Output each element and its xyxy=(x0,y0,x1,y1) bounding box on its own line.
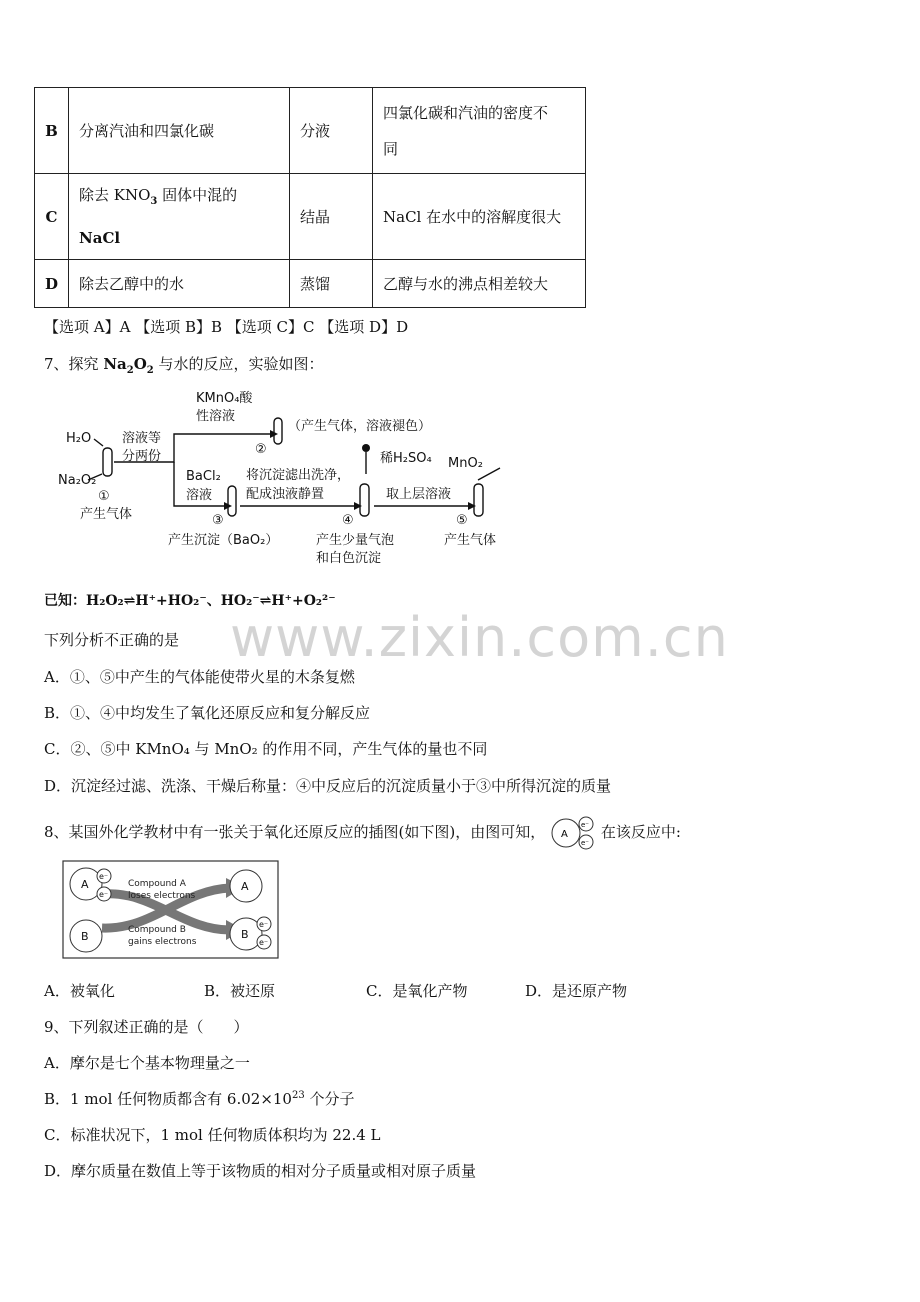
q8-stem-text: 在该反应中: xyxy=(600,823,681,841)
filter-label: 配成浊液静置 xyxy=(246,487,325,502)
q9-stem: 9、下列叙述正确的是（ ） xyxy=(44,1018,249,1036)
formula: Na xyxy=(103,355,127,373)
split-label: 分两份 xyxy=(122,449,162,464)
a-label: A xyxy=(561,829,568,840)
watermark: www.zixin.com.cn xyxy=(230,606,729,669)
reason-cell: 乙醇与水的沸点相差较大 xyxy=(373,260,586,308)
tube4-result: 产生少量气泡 xyxy=(316,533,395,548)
a-with-electrons-icon xyxy=(550,816,596,850)
subscript: 2 xyxy=(126,365,134,376)
bacl2-label: 溶液 xyxy=(186,488,213,503)
reason-cell xyxy=(373,88,586,174)
reason-line: 四氯化碳和汽油的密度不 xyxy=(383,103,549,122)
op-text: 除去 KNO xyxy=(79,186,151,204)
reason-line: 同 xyxy=(383,139,399,158)
subscript: 3 xyxy=(150,196,158,207)
q8-stem-text: 8、某国外化学教材中有一张关于氧化还原反应的插图(如下图)，由图可知， xyxy=(44,823,546,841)
q8-option-b: B．被还原 xyxy=(204,982,276,1000)
caption-a: Compound A xyxy=(128,879,186,889)
row-label: B xyxy=(35,88,69,174)
test-tube-5 xyxy=(474,484,483,516)
test-tube-3 xyxy=(228,486,236,516)
bacl2-label: BaCl₂ xyxy=(186,469,221,484)
number-4: ④ xyxy=(342,513,354,528)
kmno4-label: KMnO₄酸 xyxy=(196,391,253,406)
q8-stem xyxy=(44,816,681,850)
q9-option-a: A．摩尔是七个基本物理量之一 xyxy=(44,1054,250,1072)
q9-option-b-text: B．1 mol 任何物质都含有 6.02×10 xyxy=(44,1090,292,1108)
q9-option-b xyxy=(44,1088,355,1109)
op-text: NaCl xyxy=(79,229,121,247)
q7-option-b: B．①、④中均发生了氧化还原反应和复分解反应 xyxy=(44,704,371,722)
caption-b: gains electrons xyxy=(128,937,197,947)
split-label: 溶液等 xyxy=(122,431,162,446)
table-row xyxy=(35,88,586,174)
q7-stem xyxy=(44,353,324,376)
test-tube-1 xyxy=(103,448,112,476)
operation-cell: 分离汽油和四氯化碳 xyxy=(69,88,290,174)
q9-option-b-text: 个分子 xyxy=(304,1090,355,1108)
q8-option-a: A．被氧化 xyxy=(44,982,115,1000)
formula: O xyxy=(133,355,147,373)
method-cell: 结晶 xyxy=(290,174,373,260)
q6-options: 【选项 A】A 【选项 B】B 【选项 C】C 【选项 D】D xyxy=(44,318,409,336)
op-text: 固体中混的 xyxy=(157,186,238,204)
number-2: ② xyxy=(255,442,267,457)
electron-label: e⁻ xyxy=(259,920,269,929)
row-label: C xyxy=(35,174,69,260)
q7-stem-text: 与水的反应，实验如图： xyxy=(153,355,324,373)
superscript: 23 xyxy=(291,1090,305,1101)
tube5-result: 产生气体 xyxy=(444,533,497,548)
q7-ask: 下列分析不正确的是 xyxy=(44,631,180,649)
b-label: B xyxy=(241,928,249,941)
redox-figure xyxy=(62,860,280,960)
operation-cell xyxy=(69,174,290,260)
reason-cell: NaCl 在水中的溶解度很大 xyxy=(373,174,586,260)
tube4-result: 和白色沉淀 xyxy=(316,551,382,566)
test-tube-4 xyxy=(360,484,369,516)
options-table xyxy=(34,87,586,308)
a-label: A xyxy=(241,880,249,893)
operation-cell: 除去乙醇中的水 xyxy=(69,260,290,308)
tube1-result: 产生气体 xyxy=(80,507,133,522)
a-label: A xyxy=(81,878,89,891)
table-row xyxy=(35,174,586,260)
method-cell: 分液 xyxy=(290,88,373,174)
kmno4-label: 性溶液 xyxy=(196,409,236,424)
filter-label: 将沉淀滤出洗净， xyxy=(246,468,351,483)
mno2-label: MnO₂ xyxy=(448,456,483,471)
arrow-h2o xyxy=(94,439,103,446)
arrowhead xyxy=(354,502,362,510)
table-row xyxy=(35,260,586,308)
subscript: 2 xyxy=(146,365,154,376)
electron-label: e⁻ xyxy=(99,872,109,881)
test-tube-2 xyxy=(274,418,282,444)
caption-b: Compound B xyxy=(128,925,186,935)
experiment-diagram xyxy=(50,382,530,572)
q7-option-a: A．①、⑤中产生的气体能使带火星的木条复燃 xyxy=(44,668,355,686)
tube2-note: （产生气体，溶液褪色） xyxy=(288,419,432,434)
electron-label: e⁻ xyxy=(581,821,590,829)
tube3-result: 产生沉淀（BaO₂） xyxy=(168,533,279,548)
upper-label: 取上层溶液 xyxy=(386,487,452,502)
row-label: D xyxy=(35,260,69,308)
dropper-bulb xyxy=(362,444,370,452)
h2o-label: H₂O xyxy=(66,431,92,446)
q8-option-c: C．是氧化产物 xyxy=(366,982,468,1000)
q7-option-d: D．沉淀经过滤、洗涤、干燥后称量：④中反应后的沉淀质量小于③中所得沉淀的质量 xyxy=(44,777,612,795)
number-1: ① xyxy=(98,489,110,504)
electron-label: e⁻ xyxy=(99,890,109,899)
method-cell: 蒸馏 xyxy=(290,260,373,308)
electron-label: e⁻ xyxy=(581,839,590,847)
q8-option-d: D．是还原产物 xyxy=(525,982,628,1000)
electron-label: e⁻ xyxy=(259,938,269,947)
na2o2-label: Na₂O₂ xyxy=(58,473,97,488)
number-3: ③ xyxy=(212,513,224,528)
q7-stem-text: 7、探究 xyxy=(44,355,104,373)
q7-option-c: C．②、⑤中 KMnO₄ 与 MnO₂ 的作用不同，产生气体的量也不同 xyxy=(44,740,488,758)
q7-known: 已知：H₂O₂⇌H⁺+HO₂⁻、HO₂⁻⇌H⁺+O₂²⁻ xyxy=(44,593,336,609)
q9-option-c: C．标准状况下，1 mol 任何物质体积均为 22.4 L xyxy=(44,1126,381,1144)
b-label: B xyxy=(81,930,89,943)
arrowhead xyxy=(468,502,476,510)
q9-option-d: D．摩尔质量在数值上等于该物质的相对分子质量或相对原子质量 xyxy=(44,1162,477,1180)
dil-h2so4-label: 稀H₂SO₄ xyxy=(380,451,432,466)
caption-a: loses electrons xyxy=(128,891,196,901)
number-5: ⑤ xyxy=(456,513,468,528)
